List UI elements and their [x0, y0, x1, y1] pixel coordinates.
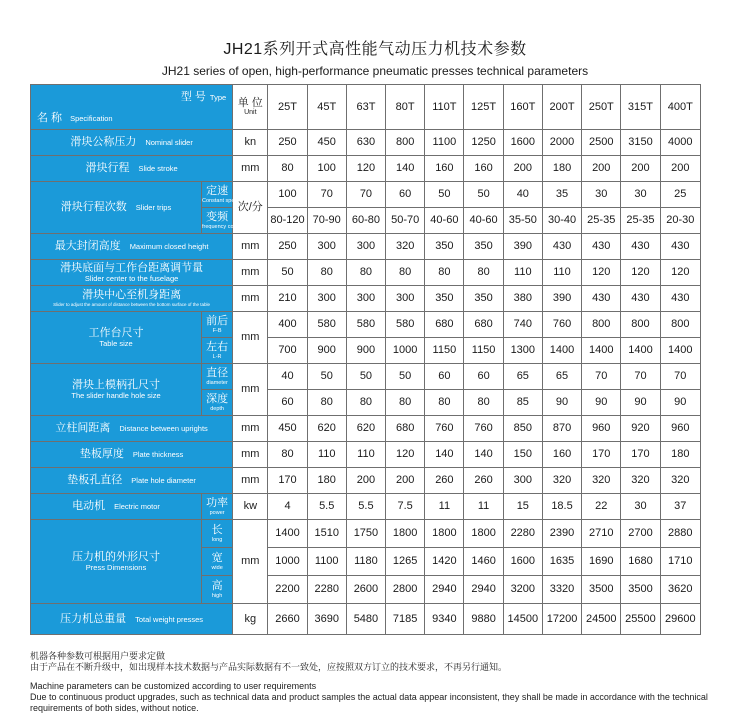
value-cell: 760: [464, 416, 503, 442]
value-cell: 1710: [660, 548, 700, 576]
value-cell: 800: [621, 312, 660, 338]
value-cell: 14500: [503, 604, 542, 635]
value-cell: 350: [464, 286, 503, 312]
model-cell: 45T: [307, 85, 346, 130]
value-cell: 80: [346, 390, 385, 416]
sub-label-long: 长 long: [202, 520, 233, 548]
value-cell: 700: [268, 338, 307, 364]
note-en-2: Due to continuous product upgrades, such as technical data and product samples the actual data appear inconsistent, they shall be made in accordance with the technical requirements of both sides, without notice.: [30, 692, 708, 713]
value-cell: 110: [503, 260, 542, 286]
footnotes: [30, 651, 730, 714]
value-cell: 90: [660, 390, 700, 416]
type-label: 型 号 Type: [180, 91, 227, 103]
table-row: [31, 364, 701, 390]
value-cell: 60: [386, 182, 425, 208]
value-cell: 1420: [425, 548, 464, 576]
value-cell: 50: [346, 364, 385, 390]
value-cell: 430: [542, 234, 581, 260]
value-cell: 35-50: [503, 208, 542, 234]
sub-label-fb: 前后 F-B: [202, 312, 233, 338]
row-label-weight: 压力机总重量 Total weight presses: [31, 604, 233, 635]
value-cell: 1150: [425, 338, 464, 364]
name-label: 名 称 Specification: [37, 111, 113, 124]
table-row: [31, 604, 701, 635]
value-cell: 80: [268, 156, 307, 182]
unit-cell: mm: [233, 442, 268, 468]
value-cell: 1000: [268, 548, 307, 576]
value-cell: 800: [582, 312, 621, 338]
value-cell: 250: [268, 234, 307, 260]
value-cell: 80: [464, 260, 503, 286]
value-cell: 2700: [621, 520, 660, 548]
value-cell: 80-120: [268, 208, 307, 234]
row-label-dimensions: 压力机的外形尺寸 Press Dimensions: [31, 520, 202, 604]
value-cell: 1510: [307, 520, 346, 548]
value-cell: 430: [621, 234, 660, 260]
value-cell: 90: [621, 390, 660, 416]
value-cell: 350: [464, 234, 503, 260]
value-cell: 2660: [268, 604, 307, 635]
value-cell: 30: [621, 494, 660, 520]
value-cell: 200: [386, 468, 425, 494]
value-cell: 760: [425, 416, 464, 442]
value-cell: 1400: [582, 338, 621, 364]
value-cell: 7.5: [386, 494, 425, 520]
table-row: [31, 260, 701, 286]
unit-cell: mm: [233, 234, 268, 260]
value-cell: 3150: [621, 130, 660, 156]
value-cell: 4000: [660, 130, 700, 156]
value-cell: 80: [386, 260, 425, 286]
value-cell: 160: [464, 156, 503, 182]
value-cell: 100: [307, 156, 346, 182]
value-cell: 40: [503, 182, 542, 208]
value-cell: 50: [386, 364, 425, 390]
value-cell: 140: [386, 156, 425, 182]
value-cell: 260: [464, 468, 503, 494]
sub-label-diameter: 直径 diameter: [202, 364, 233, 390]
value-cell: 70: [582, 364, 621, 390]
value-cell: 60: [464, 364, 503, 390]
value-cell: 300: [346, 286, 385, 312]
value-cell: 430: [621, 286, 660, 312]
value-cell: 70: [346, 182, 385, 208]
value-cell: 400: [268, 312, 307, 338]
value-cell: 1750: [346, 520, 385, 548]
value-cell: 430: [660, 234, 700, 260]
value-cell: 140: [425, 442, 464, 468]
value-cell: 350: [425, 234, 464, 260]
value-cell: 2710: [582, 520, 621, 548]
table-row: [31, 182, 701, 208]
value-cell: 320: [542, 468, 581, 494]
model-cell: 160T: [503, 85, 542, 130]
value-cell: 24500: [582, 604, 621, 635]
spec-table: [30, 84, 701, 635]
value-cell: 200: [582, 156, 621, 182]
table-row: [31, 234, 701, 260]
row-label-thickness: 垫板厚度 Plate thickness: [31, 442, 233, 468]
sub-label-power: 功率 power: [202, 494, 233, 520]
value-cell: 960: [660, 416, 700, 442]
value-cell: 160: [425, 156, 464, 182]
value-cell: 3320: [542, 576, 581, 604]
sub-label-fixed: 定速 Constant speed: [202, 182, 233, 208]
value-cell: 17200: [542, 604, 581, 635]
value-cell: 210: [268, 286, 307, 312]
value-cell: 50: [464, 182, 503, 208]
value-cell: 5.5: [346, 494, 385, 520]
model-cell: 63T: [346, 85, 385, 130]
table-row: [31, 520, 701, 548]
sub-label-var: 变频 frequency conversion: [202, 208, 233, 234]
value-cell: 50: [425, 182, 464, 208]
value-cell: 2000: [542, 130, 581, 156]
value-cell: 1250: [464, 130, 503, 156]
value-cell: 1400: [660, 338, 700, 364]
value-cell: 1100: [307, 548, 346, 576]
unit-cell: mm: [233, 364, 268, 416]
value-cell: 390: [542, 286, 581, 312]
value-cell: 580: [386, 312, 425, 338]
value-cell: 11: [464, 494, 503, 520]
value-cell: 25500: [621, 604, 660, 635]
value-cell: 2940: [425, 576, 464, 604]
value-cell: 25-35: [582, 208, 621, 234]
model-cell: 400T: [660, 85, 700, 130]
value-cell: 50: [268, 260, 307, 286]
value-cell: 1635: [542, 548, 581, 576]
sub-label-depth: 深度 depth: [202, 390, 233, 416]
value-cell: 22: [582, 494, 621, 520]
value-cell: 180: [542, 156, 581, 182]
value-cell: 320: [386, 234, 425, 260]
value-cell: 1100: [425, 130, 464, 156]
value-cell: 900: [307, 338, 346, 364]
value-cell: 1800: [386, 520, 425, 548]
value-cell: 800: [386, 130, 425, 156]
row-label-adjust: 滑块底面与工作台距离调节量 Slider center to the fuselage: [31, 260, 233, 286]
value-cell: 3620: [660, 576, 700, 604]
value-cell: 180: [660, 442, 700, 468]
unit-cell: mm: [233, 468, 268, 494]
unit-cell: kw: [233, 494, 268, 520]
model-cell: 80T: [386, 85, 425, 130]
table-row: [31, 468, 701, 494]
value-cell: 80: [307, 390, 346, 416]
value-cell: 680: [386, 416, 425, 442]
model-cell: 200T: [542, 85, 581, 130]
value-cell: 80: [386, 390, 425, 416]
value-cell: 300: [346, 234, 385, 260]
model-cell: 315T: [621, 85, 660, 130]
value-cell: 900: [346, 338, 385, 364]
value-cell: 1300: [503, 338, 542, 364]
unit-cell: mm: [233, 520, 268, 604]
value-cell: 65: [503, 364, 542, 390]
page-title: JH21系列开式高性能气动压力机技术参数: [223, 41, 527, 58]
unit-cell: mm: [233, 156, 268, 182]
value-cell: 3500: [621, 576, 660, 604]
value-cell: 70: [307, 182, 346, 208]
value-cell: 25: [660, 182, 700, 208]
row-label-uprights: 立柱间距离 Distance between uprights: [31, 416, 233, 442]
value-cell: 70-90: [307, 208, 346, 234]
value-cell: 18.5: [542, 494, 581, 520]
value-cell: 7185: [386, 604, 425, 635]
value-cell: 300: [307, 286, 346, 312]
value-cell: 680: [425, 312, 464, 338]
value-cell: 300: [307, 234, 346, 260]
value-cell: 450: [307, 130, 346, 156]
value-cell: 180: [307, 468, 346, 494]
value-cell: 960: [582, 416, 621, 442]
value-cell: 5480: [346, 604, 385, 635]
row-label-plate-hole: 垫板孔直径 Plate hole diameter: [31, 468, 233, 494]
value-cell: 300: [503, 468, 542, 494]
value-cell: 60-80: [346, 208, 385, 234]
value-cell: 850: [503, 416, 542, 442]
value-cell: 65: [542, 364, 581, 390]
value-cell: 30: [621, 182, 660, 208]
value-cell: 430: [582, 286, 621, 312]
value-cell: 1180: [346, 548, 385, 576]
value-cell: 580: [307, 312, 346, 338]
value-cell: 1600: [503, 548, 542, 576]
value-cell: 1000: [386, 338, 425, 364]
value-cell: 110: [307, 442, 346, 468]
value-cell: 1600: [503, 130, 542, 156]
table-row: [31, 286, 701, 312]
value-cell: 430: [582, 234, 621, 260]
row-label-motor: 电动机 Electric motor: [31, 494, 202, 520]
value-cell: 300: [386, 286, 425, 312]
value-cell: 1265: [386, 548, 425, 576]
value-cell: 29600: [660, 604, 700, 635]
value-cell: 120: [621, 260, 660, 286]
value-cell: 620: [307, 416, 346, 442]
value-cell: 80: [346, 260, 385, 286]
value-cell: 2800: [386, 576, 425, 604]
value-cell: 100: [268, 182, 307, 208]
value-cell: 120: [582, 260, 621, 286]
value-cell: 9340: [425, 604, 464, 635]
value-cell: 870: [542, 416, 581, 442]
row-label-trips: 滑块行程次数 Slider trips: [31, 182, 202, 234]
value-cell: 170: [268, 468, 307, 494]
table-row: [31, 156, 701, 182]
value-cell: 1460: [464, 548, 503, 576]
value-cell: 170: [621, 442, 660, 468]
row-label-throat: 滑块中心至机身距离 Slider to adjust the amount of distance between the bottom surface of the table: [31, 286, 233, 312]
value-cell: 80: [307, 260, 346, 286]
value-cell: 320: [621, 468, 660, 494]
value-cell: 70: [660, 364, 700, 390]
value-cell: 920: [621, 416, 660, 442]
value-cell: 110: [346, 442, 385, 468]
value-cell: 430: [660, 286, 700, 312]
value-cell: 250: [268, 130, 307, 156]
unit-cell: mm: [233, 416, 268, 442]
table-row: [31, 130, 701, 156]
table-row: [31, 312, 701, 338]
value-cell: 40-60: [464, 208, 503, 234]
sub-label-lr: 左右 L-R: [202, 338, 233, 364]
value-cell: 40-60: [425, 208, 464, 234]
value-cell: 1400: [268, 520, 307, 548]
value-cell: 2390: [542, 520, 581, 548]
value-cell: 150: [503, 442, 542, 468]
value-cell: 200: [660, 156, 700, 182]
value-cell: 200: [346, 468, 385, 494]
value-cell: 90: [582, 390, 621, 416]
value-cell: 37: [660, 494, 700, 520]
table-row: [31, 442, 701, 468]
row-label-hole: 滑块上模柄孔尺寸 The slider handle hole size: [31, 364, 202, 416]
row-label-stroke: 滑块行程 Slide stroke: [31, 156, 233, 182]
model-cell: 125T: [464, 85, 503, 130]
value-cell: 60: [268, 390, 307, 416]
value-cell: 30-40: [542, 208, 581, 234]
value-cell: 350: [425, 286, 464, 312]
row-label-closed: 最大封闭高度 Maximum closed height: [31, 234, 233, 260]
value-cell: 630: [346, 130, 385, 156]
value-cell: 1690: [582, 548, 621, 576]
value-cell: 2280: [307, 576, 346, 604]
value-cell: 30: [582, 182, 621, 208]
value-cell: 760: [542, 312, 581, 338]
unit-cell: mm: [233, 312, 268, 364]
value-cell: 3690: [307, 604, 346, 635]
value-cell: 80: [464, 390, 503, 416]
value-cell: 120: [346, 156, 385, 182]
value-cell: 25-35: [621, 208, 660, 234]
value-cell: 70: [621, 364, 660, 390]
unit-cell: kn: [233, 130, 268, 156]
note-en-1: Machine parameters can be customized according to user requirements: [30, 681, 317, 691]
value-cell: 320: [582, 468, 621, 494]
value-cell: 4: [268, 494, 307, 520]
value-cell: 680: [464, 312, 503, 338]
value-cell: 3500: [582, 576, 621, 604]
value-cell: 1400: [542, 338, 581, 364]
value-cell: 60: [425, 364, 464, 390]
value-cell: 160: [542, 442, 581, 468]
value-cell: 1400: [621, 338, 660, 364]
model-cell: 110T: [425, 85, 464, 130]
value-cell: 1800: [425, 520, 464, 548]
unit-cell: mm: [233, 260, 268, 286]
value-cell: 50-70: [386, 208, 425, 234]
value-cell: 2280: [503, 520, 542, 548]
page-subtitle: JH21 series of open, high-performance pneumatic presses technical parameters: [161, 64, 589, 78]
value-cell: 2880: [660, 520, 700, 548]
value-cell: 1150: [464, 338, 503, 364]
value-cell: 1680: [621, 548, 660, 576]
value-cell: 11: [425, 494, 464, 520]
model-cell: 25T: [268, 85, 307, 130]
value-cell: 80: [268, 442, 307, 468]
unit-header: 单 位 Unit: [233, 85, 268, 130]
unit-cell: mm: [233, 286, 268, 312]
value-cell: 2500: [582, 130, 621, 156]
value-cell: 40: [268, 364, 307, 390]
value-cell: 50: [307, 364, 346, 390]
value-cell: 2600: [346, 576, 385, 604]
row-label-nominal: 滑块公称压力 Nominal slider: [31, 130, 233, 156]
value-cell: 5.5: [307, 494, 346, 520]
value-cell: 140: [464, 442, 503, 468]
value-cell: 80: [425, 260, 464, 286]
note-cn-1: 机器各种参数可根据用户要求定做: [30, 651, 166, 661]
value-cell: 800: [660, 312, 700, 338]
value-cell: 2200: [268, 576, 307, 604]
value-cell: 170: [582, 442, 621, 468]
table-row: [31, 416, 701, 442]
value-cell: 390: [503, 234, 542, 260]
unit-cell: kg: [233, 604, 268, 635]
value-cell: 35: [542, 182, 581, 208]
value-cell: 200: [621, 156, 660, 182]
value-cell: 620: [346, 416, 385, 442]
header-row: [31, 85, 701, 130]
value-cell: 120: [386, 442, 425, 468]
value-cell: 2940: [464, 576, 503, 604]
model-cell: 250T: [582, 85, 621, 130]
value-cell: 260: [425, 468, 464, 494]
unit-cell: 次/分: [233, 182, 268, 234]
sub-label-wide: 宽 wide: [202, 548, 233, 576]
value-cell: 90: [542, 390, 581, 416]
value-cell: 320: [660, 468, 700, 494]
value-cell: 380: [503, 286, 542, 312]
value-cell: 80: [425, 390, 464, 416]
header-spec-cell: [31, 85, 233, 130]
value-cell: 200: [503, 156, 542, 182]
value-cell: 20-30: [660, 208, 700, 234]
value-cell: 740: [503, 312, 542, 338]
sub-label-high: 高 high: [202, 576, 233, 604]
value-cell: 120: [660, 260, 700, 286]
value-cell: 3200: [503, 576, 542, 604]
value-cell: 1800: [464, 520, 503, 548]
value-cell: 9880: [464, 604, 503, 635]
row-label-table: 工作台尺寸 Table size: [31, 312, 202, 364]
value-cell: 580: [346, 312, 385, 338]
note-cn-2: 由于产品在不断升级中，如出现样本技术数据与产品实际数据有不一致处，应按照双方订立的技术要求，不再另行通知。: [30, 662, 508, 672]
value-cell: 85: [503, 390, 542, 416]
table-row: [31, 494, 701, 520]
value-cell: 110: [542, 260, 581, 286]
value-cell: 15: [503, 494, 542, 520]
value-cell: 450: [268, 416, 307, 442]
